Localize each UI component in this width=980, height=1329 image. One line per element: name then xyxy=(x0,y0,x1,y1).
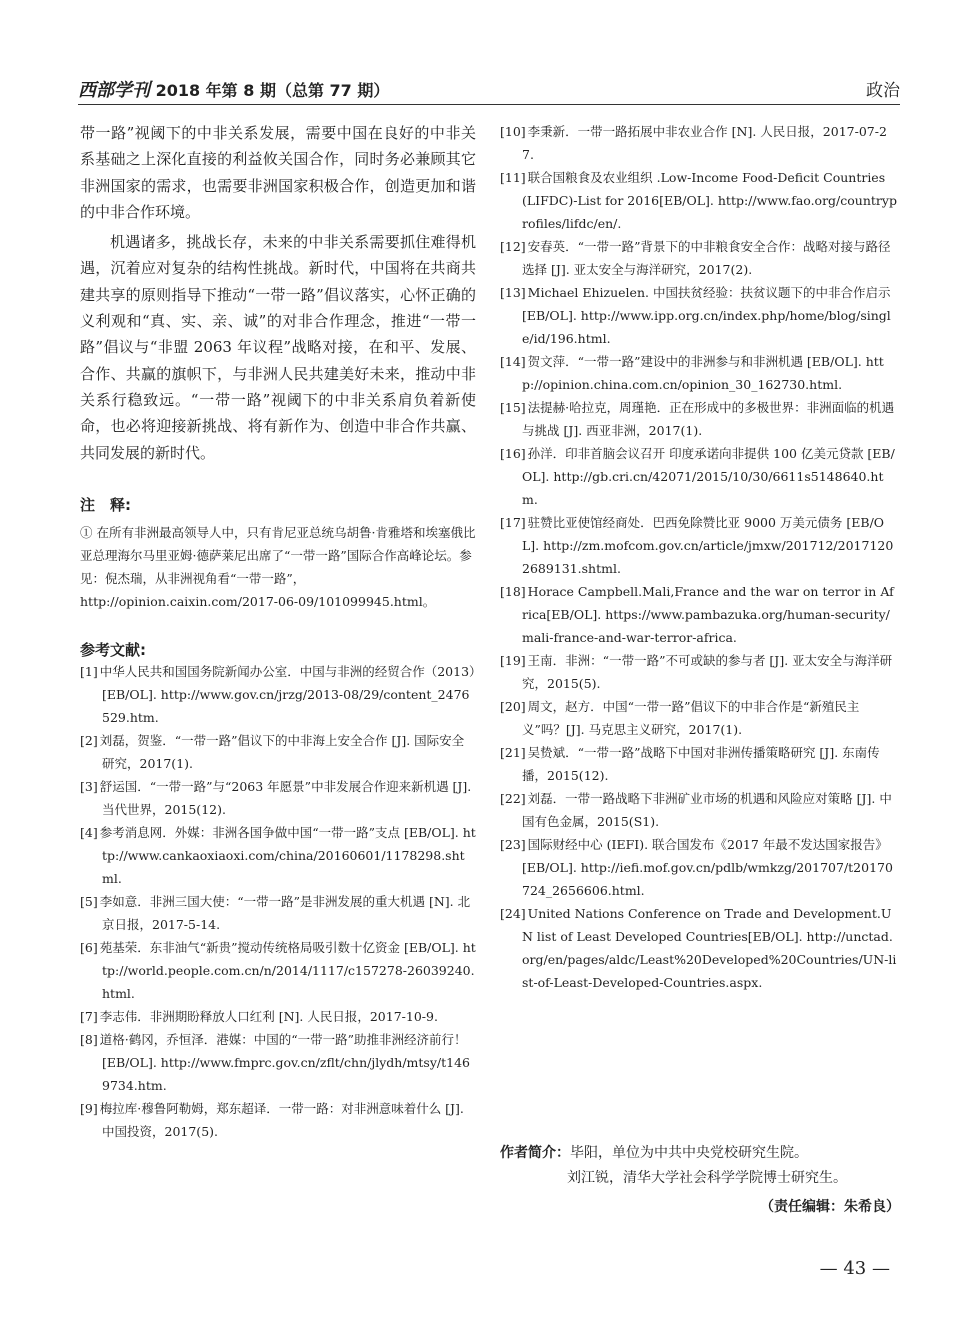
reference-list-right xyxy=(500,120,897,994)
reference-item xyxy=(500,235,897,281)
reference-text: Horace Campbell.Mali,France and the war on terror in Africa[EB/OL]. https://www.pambazuka.org/human-security/mali-france-and-war-terror-africa. xyxy=(522,584,894,645)
reference-item xyxy=(500,695,897,741)
body-paragraph: 机遇诸多，挑战长存，未来的中非关系需要抓住难得机遇，沉着应对复杂的结构性挑战。新时代，中国将在共商共建共享的原则指导下推动“一带一路”倡议落实，心怀正确的义利观和“真、实、亲、诚”的对非合作理念，推进“一带一路”倡议与“非盟 2063 年议程”战略对接，在和平、发展、合作、共赢的旗帜下，与非洲人民共建美好未来，推动中非关系行稳致远。“一带一路”视阈下的中非关系肩负着新使命，也必将迎接新挑战、将有新作为、创造中非合作共赢、共同发展的新时代。 xyxy=(80,233,476,462)
reference-item xyxy=(500,281,897,350)
reference-text: 吴贽斌．“一带一路”战略下中国对非洲传播策略研究 [J]. 东南传播，2015(12). xyxy=(522,745,880,783)
reference-text: Michael Ehizuelen. 中国扶贫经验：扶贫议题下的中非合作启示 [EB/OL]. http://www.ipp.org.cn/index.php/home/blog/single/id/196.html. xyxy=(522,285,891,346)
page-number: — 43 — xyxy=(820,1258,890,1279)
reference-number: [20] xyxy=(500,699,526,714)
reference-text: 联合国粮食及农业组织 .Low-Income Food-Deficit Countries (LIFDC)-List for 2016[EB/OL]. http://www.fao.org/countryprofiles/lifdc/en/. xyxy=(522,170,897,231)
reference-text: 道格·鹤冈，乔恒泽．港媒：中国的“一带一路”助推非洲经济前行！[EB/OL]. http://www.fmprc.gov.cn/zflt/chn/jlydh/mtsy/t1469734.htm. xyxy=(99,1031,470,1093)
reference-text: 参考消息网．外媒：非洲各国争做中国“一带一路”支点 [EB/OL]. http://www.cankaoxiaoxi.com/china/20160601/1178298.shtml. xyxy=(99,824,476,886)
reference-text: 梅拉库·穆鲁阿勒姆，郑东超译．一带一路：对非洲意味着什么 [J]. 中国投资，2017(5). xyxy=(99,1100,464,1139)
reference-item xyxy=(500,580,897,649)
journal-info xyxy=(78,76,389,102)
reference-item xyxy=(80,936,476,1005)
reference-number: [24] xyxy=(500,906,526,921)
references-heading: 参考文献: xyxy=(80,640,146,659)
reference-item xyxy=(500,787,897,833)
reference-number: [2] xyxy=(80,732,98,748)
reference-item xyxy=(500,511,897,580)
reference-number: [8] xyxy=(80,1031,98,1047)
reference-item xyxy=(80,1028,476,1097)
reference-number: [3] xyxy=(80,778,98,794)
reference-text: 周文，赵方．中国“一带一路”倡议下的中非合作是“新殖民主义”吗？[J]. 马克思主义研究，2017(1). xyxy=(522,699,860,737)
reference-number: [15] xyxy=(500,400,526,415)
left-column xyxy=(80,120,476,1143)
reference-number: [13] xyxy=(500,285,526,300)
right-column xyxy=(500,120,897,994)
author-bio-line: 刘江锐，清华大学社会科学学院博士研究生。 xyxy=(567,1170,847,1186)
reference-item xyxy=(500,649,897,695)
reference-text: 中华人民共和国国务院新闻办公室．中国与非洲的经贸合作（2013）[EB/OL]. http://www.gov.cn/jrzg/2013-08/29/content_2476529.htm. xyxy=(99,663,476,725)
reference-text: 李秉新．一带一路拓展中非农业合作 [N]. 人民日报，2017-07-27. xyxy=(522,124,887,162)
author-bio-label: 作者简介： xyxy=(500,1145,570,1161)
reference-text: 法提赫·哈拉克，周瑾艳．正在形成中的多极世界：非洲面临的机遇与挑战 [J]. 西亚非洲，2017(1). xyxy=(522,400,895,438)
reference-number: [14] xyxy=(500,354,526,369)
reference-list-left xyxy=(80,660,476,1143)
reference-text: 孙洋．印非首脑会议召开 印度承诺向非提供 100 亿美元贷款 [EB/OL]. http://gb.cri.cn/42071/2015/10/30/6611s5148640.htm. xyxy=(522,446,895,507)
reference-item xyxy=(500,833,897,902)
reference-number: [10] xyxy=(500,124,526,139)
running-header xyxy=(78,74,900,100)
issue-info: 2018 年第 8 期（总第 77 期） xyxy=(155,81,390,100)
reference-number: [4] xyxy=(80,824,98,840)
reference-item xyxy=(500,442,897,511)
reference-item xyxy=(500,396,897,442)
reference-text: 刘磊，贺鉴．“一带一路”倡议下的中非海上安全合作 [J]. 国际安全研究，2017(1). xyxy=(99,732,465,771)
reference-item xyxy=(500,120,897,166)
reference-number: [21] xyxy=(500,745,526,760)
reference-number: [9] xyxy=(80,1100,98,1116)
notes-heading: 注 释: xyxy=(80,495,131,514)
reference-number: [6] xyxy=(80,939,98,955)
reference-item xyxy=(80,729,476,775)
reference-number: [11] xyxy=(500,170,526,185)
reference-number: [12] xyxy=(500,239,526,254)
author-bio xyxy=(500,1141,900,1191)
reference-number: [18] xyxy=(500,584,526,599)
reference-item xyxy=(500,350,897,396)
section-name: 政治 xyxy=(866,81,900,101)
reference-text: 安春英．“一带一路”背景下的中非粮食安全合作：战略对接与路径选择 [J]. 亚太安全与海洋研究，2017(2). xyxy=(522,239,891,277)
reference-text: United Nations Conference on Trade and Development.UN list of Least Developed Countries[EB/OL]. http://unctad.org/en/pages/aldc/Least%20Developed%20Countries/UN-list-of-Least-Developed-Countries.aspx. xyxy=(522,906,897,990)
reference-text: 苑基荣．东非油气“新贵”搅动传统格局吸引数十亿资金 [EB/OL]. http://world.people.com.cn/n/2014/1117/c157278-26039240.html. xyxy=(99,939,476,1001)
reference-item xyxy=(80,1097,476,1143)
header-rule xyxy=(78,104,900,105)
journal-logo: 西部学刊 xyxy=(78,80,150,101)
reference-item xyxy=(500,166,897,235)
reference-number: [7] xyxy=(80,1008,98,1024)
reference-item xyxy=(80,821,476,890)
reference-text: 刘磊．一带一路战略下非洲矿业市场的机遇和风险应对策略 [J]. 中国有色金属，2015(S1). xyxy=(522,791,892,829)
reference-number: [1] xyxy=(80,663,98,679)
reference-number: [19] xyxy=(500,653,526,668)
reference-text: 国际财经中心 (IEFI). 联合国发布《2017 年最不发达国家报告》[EB/OL]. http://iefi.mof.gov.cn/pdlb/wmkzg/201707/t20170724_2656606.html. xyxy=(522,837,893,898)
reference-item xyxy=(80,660,476,729)
reference-text: 贺文萍．“一带一路”建设中的非洲参与和非洲机遇 [EB/OL]. http://opinion.china.com.cn/opinion_30_162730.html. xyxy=(522,354,884,392)
author-bio-line: 毕阳，单位为中共中央党校研究生院。 xyxy=(570,1145,808,1161)
reference-number: [17] xyxy=(500,515,526,530)
reference-item xyxy=(80,890,476,936)
reference-item xyxy=(80,775,476,821)
reference-item xyxy=(500,741,897,787)
reference-text: 驻赞比亚使馆经商处．巴西免除赞比亚 9000 万美元债务 [EB/OL]. http://zm.mofcom.gov.cn/article/jmxw/201712/20171202689131.shtml. xyxy=(522,515,894,576)
reference-number: [5] xyxy=(80,893,98,909)
note-item: ① 在所有非洲最高领导人中，只有肯尼亚总统乌胡鲁·肯雅塔和埃塞俄比亚总理海尔马里亚姆·德萨莱尼出席了“一带一路”国际合作高峰论坛。参见：倪杰瑞，从非洲视角看“一带一路”，http://opinion.caixin.com/2017-06-09/101099945.html。 xyxy=(80,524,476,609)
body-paragraph: 带一路”视阈下的中非关系发展，需要中国在良好的中非关系基础之上深化直接的利益攸关国合作，同时务必兼顾其它非洲国家的需求，也需要非洲国家积极合作，创造更加和谐的中非合作环境。 xyxy=(80,124,476,221)
reference-text: 王南．非洲：“一带一路”不可或缺的参与者 [J]. 亚太安全与海洋研究，2015(5). xyxy=(522,653,893,691)
reference-text: 李如意．非洲三国大使：“一带一路”是非洲发展的重大机遇 [N]. 北京日报，2017-5-14. xyxy=(99,893,471,932)
reference-text: 李志伟．非洲期盼释放人口红利 [N]. 人民日报，2017-10-9. xyxy=(99,1008,438,1024)
reference-text: 舒运国．“一带一路”与“2063 年愿景”中非发展合作迎来新机遇 [J]. 当代世界，2015(12). xyxy=(99,778,472,817)
reference-number: [16] xyxy=(500,446,526,461)
reference-item xyxy=(80,1005,476,1028)
reference-item xyxy=(500,902,897,994)
reference-number: [23] xyxy=(500,837,526,852)
responsible-editor: （责任编辑：朱希良） xyxy=(760,1199,900,1215)
reference-number: [22] xyxy=(500,791,526,806)
